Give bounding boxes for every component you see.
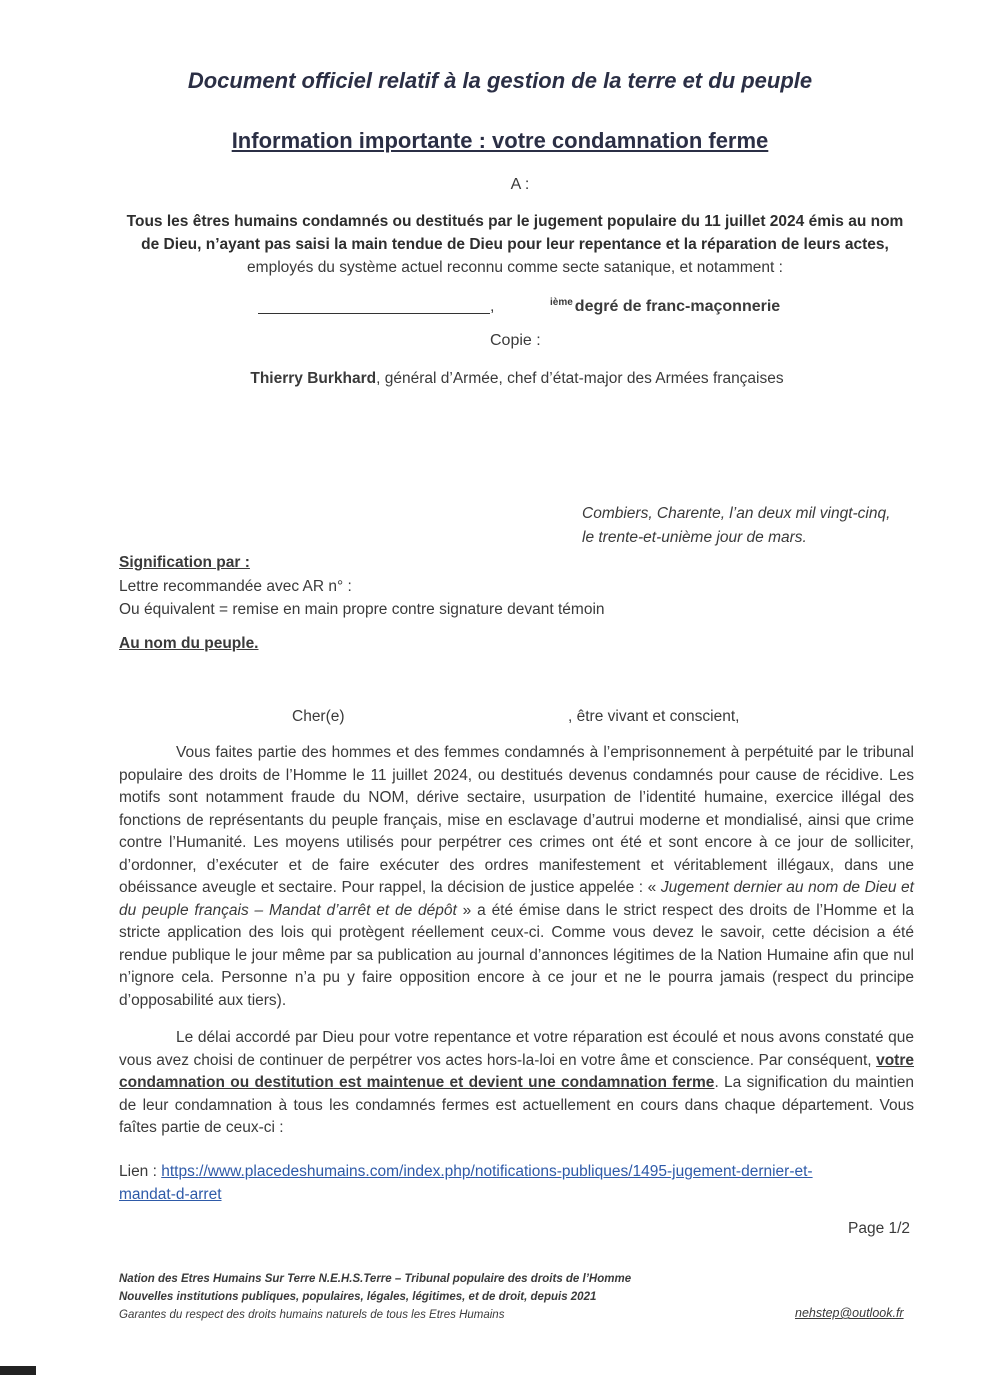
document-subtitle: Information importante : votre condamnation ferme <box>231 128 769 153</box>
au-nom-du-peuple: Au nom du peuple. <box>119 635 259 652</box>
body-paragraph-1 <box>119 742 914 1012</box>
footer-line-1: Nation des Etres Humains Sur Terre N.E.H.S.Terre – Tribunal populaire des droits de l’Homme <box>119 1273 632 1285</box>
publication-link-continued[interactable]: mandat-d-arret <box>119 1186 222 1203</box>
copy-label: Copie : <box>490 332 541 349</box>
recipients-line-3: employés du système actuel reconnu comme secte satanique, et notamment : <box>247 259 783 276</box>
place-and-date <box>582 502 890 550</box>
publication-link[interactable]: https://www.placedeshumains.com/index.php/notifications-publiques/1495-jugement-dernier-et- <box>161 1163 813 1180</box>
recipients-line-1: Tous les êtres humains condamnés ou destitués par le jugement populaire du 11 juillet 2024 émis au nom <box>126 213 904 230</box>
contact-email[interactable]: nehstep@outlook.fr <box>795 1306 904 1320</box>
signification-line-1: Lettre recommandée avec AR n° : <box>119 577 352 595</box>
salutation: Cher(e) <box>292 708 345 725</box>
link-label: Lien : <box>119 1163 162 1180</box>
p2-text-b: . La signification du maintien de leur condamnation à tous les condamnés fermes est actuellement en cours dans chaque département. Vous faîtes partie de ceux-ci : <box>119 1074 915 1136</box>
p2-emphasis: votre condamnation ou destitution est maintenue et devient une condamnation ferme <box>119 1051 914 1091</box>
copy-recipient <box>0 370 1000 388</box>
signification-block <box>119 551 605 622</box>
signification-heading: Signification par : <box>119 554 250 571</box>
p1-judgment-title: Jugement dernier au nom de Dieu et du peuple français – Mandat d’arrêt et de dépôt <box>119 879 914 919</box>
salutation-suffix: , être vivant et conscient, <box>568 708 740 725</box>
signification-line-2: Ou équivalent = remise en main propre contre signature devant témoin <box>119 601 605 618</box>
copy-name: Thierry Burkhard <box>250 370 377 387</box>
footer-line-3: Garantes du respect des droits humains naturels de tous les Etres Humains <box>119 1309 505 1321</box>
degree-text: degré de franc-maçonnerie <box>574 298 781 315</box>
recipients-block <box>100 210 930 279</box>
blank-comma: , <box>490 298 495 315</box>
footer-block <box>119 1270 631 1324</box>
degree-superscript: ième <box>550 297 573 308</box>
recipient-label: A : <box>510 176 530 193</box>
scan-corner-mark <box>0 1366 36 1375</box>
place-date-line-2: le trente-et-unième jour de mars. <box>582 529 807 546</box>
document-title: Document officiel relatif à la gestion de la terre et du peuple <box>187 68 813 93</box>
recipients-line-2: de Dieu, n’ayant pas saisi la main tendue de Dieu pour leur repentance et la réparation de leurs actes, <box>141 236 889 253</box>
copy-role: , général d’Armée, chef d’état-major des Armées françaises <box>376 370 784 387</box>
freemasonry-degree <box>550 297 780 316</box>
p1-text-b: » a été émise dans le strict respect des droits de l’Homme et la stricte application des lois qui protègent réellement ceux-ci. Comme vous devez le savoir, cette décision a été rendue publique le jour même par sa publication au journal d’annonces légitimes de la Nation Humaine afin que nul n’ignore cela. Personne n’a pu y faire opposition encore à ce jour et ne le pourra jamais (respect du principe d’opposabilité aux tiers). <box>119 901 914 1009</box>
p1-text-a: Vous faites partie des hommes et des femmes condamnés à l’emprisonnement à perpétuité par le tribunal populaire des droits de l’Homme le 11 juillet 2024, ou destitués devenus condamnés pour cause de récidive. Les motifs sont notamment fraude du NOM, dérive sectaire, usurpation de l’identité humaine, exercice illégal des fonctions de représentants du peuple français, mise en esclavage d’autrui moderne et mondialisé, ainsi que crime contre l’Humanité. Les moyens utilisés pour perpétrer ces crimes ont été et sont encore à ce jour de solliciter, d’ordonner, d’exécuter et de faire exécuter des ordres manifestement et véritablement illégaux, dans une obéissance aveugle et sectaire. Pour rappel, la décision de justice appelée : « <box>119 744 914 896</box>
place-date-line-1: Combiers, Charente, l’an deux mil vingt-cinq, <box>582 505 891 522</box>
footer-line-2: Nouvelles institutions publiques, populaires, légales, légitimes, et de droit, depuis 2021 <box>119 1291 597 1303</box>
page-number: Page 1/2 <box>848 1220 911 1237</box>
body-paragraph-2 <box>119 1027 914 1140</box>
link-block <box>119 1160 909 1206</box>
p2-text-a: Le délai accordé par Dieu pour votre repentance et votre réparation est écoulé et nous avons constaté que vous avez choisi de continuer de perpétrer vos actes hors-la-loi en votre âme et conscience. Par conséquent, <box>119 1029 914 1069</box>
blank-name-line <box>258 297 490 314</box>
